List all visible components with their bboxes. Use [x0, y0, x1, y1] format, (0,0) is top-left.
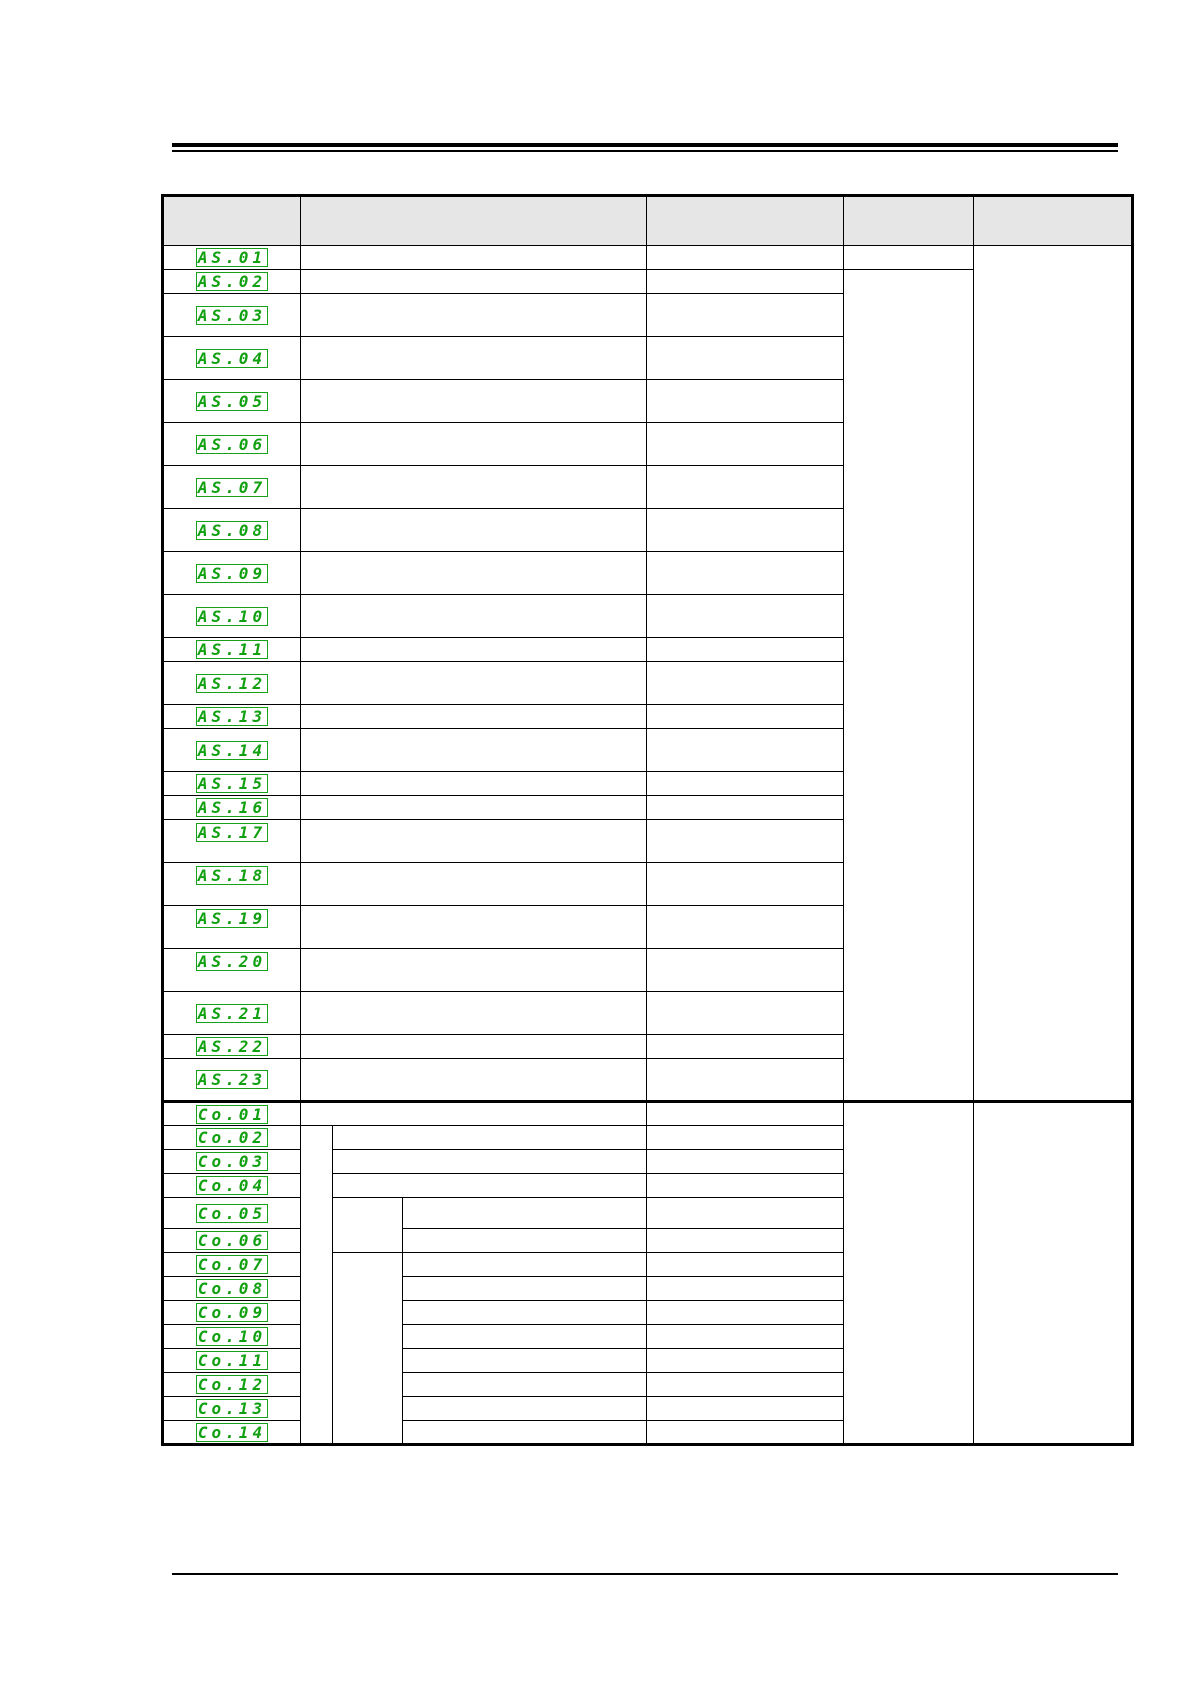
code-cell	[163, 337, 301, 380]
code-cell	[163, 466, 301, 509]
code-cell	[163, 1397, 301, 1421]
lcd-code: AS.15	[197, 774, 267, 793]
lcd-code: Co.13	[197, 1399, 267, 1418]
lcd-code: AS.08	[197, 520, 267, 540]
lcd-code: AS.23	[197, 1070, 267, 1089]
subgroup-cell	[333, 1253, 403, 1445]
header-cell-range	[647, 196, 844, 246]
code-cell	[163, 638, 301, 662]
code-cell	[163, 1102, 301, 1126]
lcd-code: Co.12	[197, 1375, 267, 1394]
lcd-code: AS.06	[197, 434, 267, 454]
lcd-code: AS.02	[197, 272, 267, 291]
lcd-code: Co.05	[197, 1203, 267, 1223]
code-cell	[163, 294, 301, 337]
code-cell	[163, 1373, 301, 1397]
lcd-code: AS.13	[197, 707, 267, 726]
parameter-table	[161, 194, 1134, 1446]
lcd-code: AS.18	[197, 866, 267, 885]
lcd-code: AS.14	[197, 740, 267, 760]
code-cell	[163, 1325, 301, 1349]
code-cell	[163, 949, 301, 992]
header-rule-thick	[172, 143, 1118, 147]
lcd-code: Co.08	[197, 1279, 267, 1298]
lcd-code: Co.06	[197, 1231, 267, 1250]
lcd-code: AS.04	[197, 348, 267, 368]
code-cell	[163, 552, 301, 595]
lcd-code: Co.11	[197, 1351, 267, 1370]
code-cell	[163, 1150, 301, 1174]
lcd-code: Co.07	[197, 1255, 267, 1274]
code-cell	[163, 729, 301, 772]
code-cell	[163, 1198, 301, 1229]
lcd-code: AS.07	[197, 477, 267, 497]
code-cell	[163, 509, 301, 552]
code-cell	[163, 1421, 301, 1445]
lcd-code: AS.03	[197, 305, 267, 325]
lcd-code: AS.12	[197, 673, 267, 693]
lcd-code: AS.19	[197, 909, 267, 928]
lcd-code: Co.01	[197, 1104, 267, 1124]
header-cell-unit	[844, 196, 974, 246]
code-cell	[163, 906, 301, 949]
header-cell-code	[163, 196, 301, 246]
code-cell	[163, 820, 301, 863]
lcd-code: AS.22	[197, 1037, 267, 1056]
lcd-code: AS.16	[197, 798, 267, 817]
lcd-code: Co.09	[197, 1303, 267, 1322]
code-cell	[163, 1301, 301, 1325]
code-cell	[163, 1035, 301, 1059]
lcd-code: Co.04	[197, 1176, 267, 1195]
lcd-code: Co.10	[197, 1327, 267, 1346]
note-cell-as	[974, 246, 1133, 1102]
code-cell	[163, 595, 301, 638]
lcd-code: Co.03	[197, 1152, 267, 1171]
table-row	[163, 1102, 1133, 1126]
lcd-code: AS.11	[197, 640, 267, 659]
unit-cell-as	[844, 270, 974, 1102]
note-cell-co	[974, 1102, 1133, 1445]
code-cell	[163, 270, 301, 294]
lcd-code: AS.10	[197, 606, 267, 626]
code-cell	[163, 992, 301, 1035]
code-cell	[163, 662, 301, 705]
lcd-code: AS.01	[197, 248, 267, 267]
header-rule-thin	[172, 150, 1118, 152]
lcd-code: Co.14	[197, 1422, 267, 1442]
subgroup-cell	[333, 1198, 403, 1253]
code-cell	[163, 1277, 301, 1301]
table-row	[163, 246, 1133, 270]
code-cell	[163, 423, 301, 466]
code-cell	[163, 1174, 301, 1198]
lcd-code: AS.21	[197, 1003, 267, 1023]
lcd-code: AS.05	[197, 391, 267, 411]
code-cell	[163, 1126, 301, 1150]
code-cell	[163, 796, 301, 820]
code-cell	[163, 1229, 301, 1253]
lcd-code: AS.20	[197, 952, 267, 971]
lcd-code: AS.09	[197, 563, 267, 583]
code-cell	[163, 705, 301, 729]
group-cell	[301, 1126, 333, 1445]
lcd-code: AS.17	[197, 823, 267, 842]
unit-cell-co	[844, 1102, 974, 1445]
code-cell	[163, 772, 301, 796]
code-cell	[163, 246, 301, 270]
code-cell	[163, 1253, 301, 1277]
table-header-row	[163, 196, 1133, 246]
header-cell-note	[974, 196, 1133, 246]
code-cell	[163, 863, 301, 906]
header-cell-name	[301, 196, 647, 246]
code-cell	[163, 1059, 301, 1102]
code-cell	[163, 1349, 301, 1373]
code-cell	[163, 380, 301, 423]
lcd-code: Co.02	[197, 1128, 267, 1147]
footer-rule	[172, 1573, 1118, 1575]
